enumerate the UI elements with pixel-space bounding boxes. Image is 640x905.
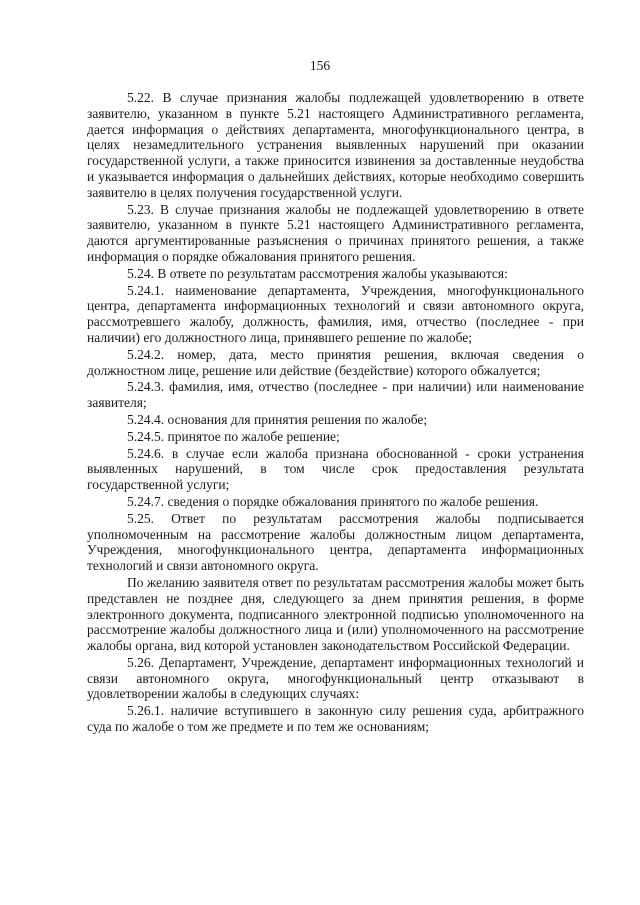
document-body: [87, 90, 584, 735]
paragraph-electronic-response: По желанию заявителя ответ по результатам рассмотрения жалобы может быть представлен не позднее дня, следующего за днем принятия решения, в форме электронного документа, подписанного электронной подписью уполномоченного на рассмотрение жалобы должностного лица и (или) уполномоченного на рассмотрение жалобы органа, вид которой установлен законодательством Российской Федерации.: [87, 574, 584, 654]
paragraph-5-24-6: 5.24.6. в случае если жалоба признана обоснованной - сроки устранения выявленных нарушений, в том числе срок предоставления результата государственной услуги;: [87, 445, 584, 493]
paragraph-5-25: 5.25. Ответ по результатам рассмотрения жалобы подписывается уполномоченным на рассмотрение жалобы должностным лицом департамента, Учреждения, многофункционального центра, департамента информационных технологий и связи автономного округа.: [87, 510, 584, 574]
page-number: 156: [309, 58, 331, 73]
paragraph-5-26-1: 5.26.1. наличие вступившего в законную силу решения суда, арбитражного суда по жалобе о том же предмете и по тем же основаниям;: [87, 703, 584, 735]
paragraph-5-24-7: 5.24.7. сведения о порядке обжалования принятого по жалобе решения.: [127, 493, 539, 509]
paragraph-5-24-5: 5.24.5. принятое по жалобе решение;: [127, 428, 340, 444]
paragraph-5-24: 5.24. В ответе по результатам рассмотрения жалобы указываются:: [127, 265, 508, 281]
paragraph-5-24-1: 5.24.1. наименование департамента, Учреждения, многофункционального центра, департамента информационных технологий и связи автономного округа, рассмотревшего жалобу, должность, фамилия, имя, отчество (последнее - при наличии) его должностного лица, принявшего решение по жалобе;: [87, 282, 584, 345]
paragraph-5-24-3: 5.24.3. фамилия, имя, отчество (последнее - при наличии) или наименование заявителя;: [87, 379, 584, 411]
paragraph-5-23: 5.23. В случае признания жалобы не подлежащей удовлетворению в ответе заявителю, указанном в пункте 5.21 настоящего Административного регламента, даются аргументированные разъяснения о причинах принятого решения, а также информация о порядке обжалования принятого решения.: [87, 201, 584, 264]
paragraph-5-24-4: 5.24.4. основания для принятия решения по жалобе;: [127, 411, 428, 427]
paragraph-5-26: 5.26. Департамент, Учреждение, департамент информационных технологий и связи автономного округа, многофункциональный центр отказывают в удовлетворении жалобы в следующих случаях:: [87, 654, 584, 702]
paragraph-5-22: 5.22. В случае признания жалобы подлежащей удовлетворению в ответе заявителю, указанном в пункте 5.21 настоящего Административного регламента, дается информация о действиях департамента, многофункционального центра, в целях незамедлительного устранения выявленных нарушений при оказании государственной услуги, а также приносится извинения за доставленные неудобства и указывается информация о дальнейших действиях, которые необходимо совершить заявителю в целях получения государственной услуги.: [87, 90, 584, 200]
paragraph-5-24-2: 5.24.2. номер, дата, место принятия решения, включая сведения о должностном лице, решение или действие (бездействие) которого обжалуется;: [87, 346, 584, 378]
